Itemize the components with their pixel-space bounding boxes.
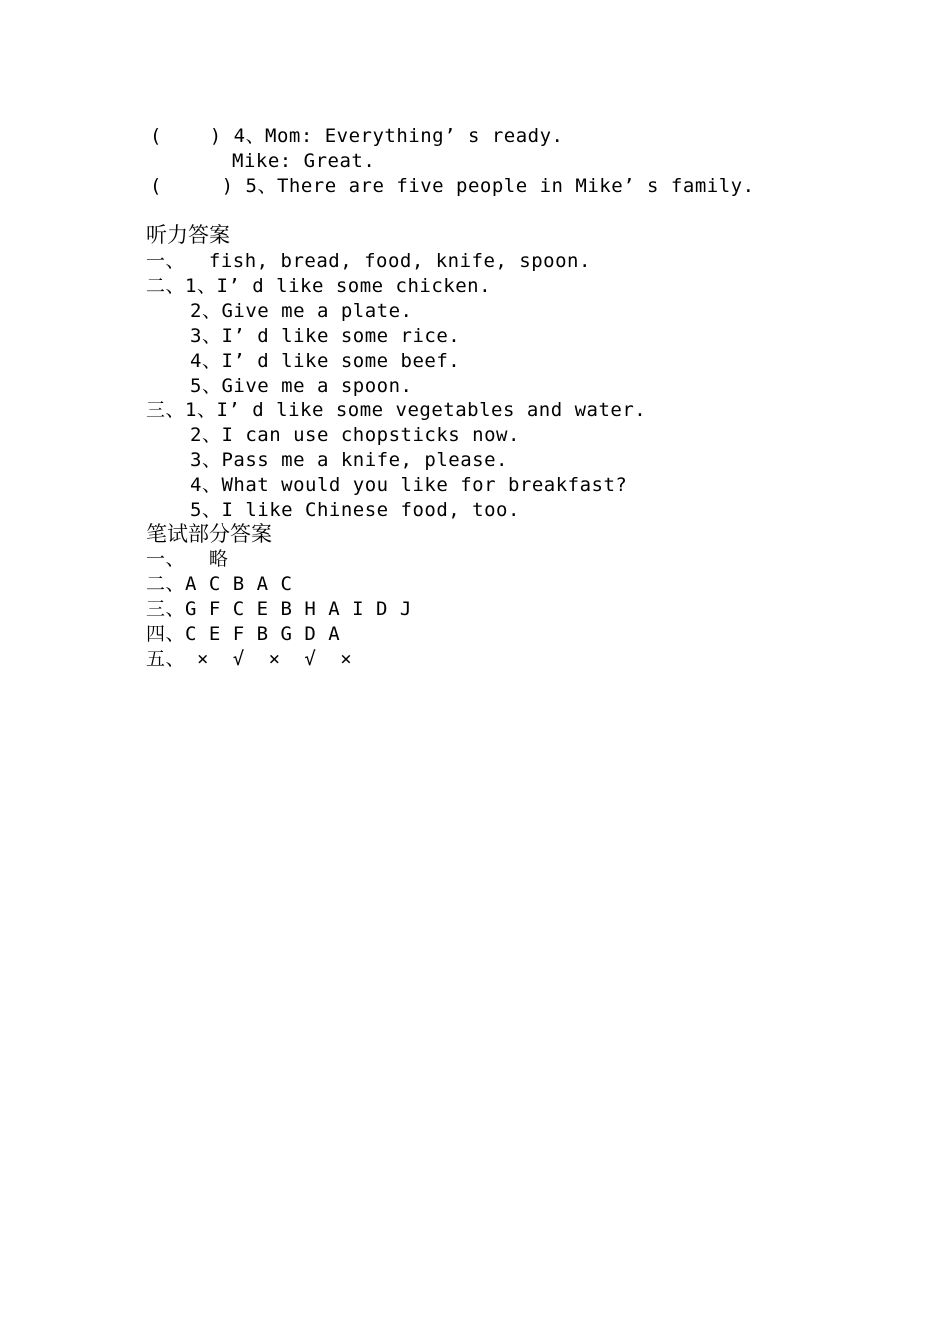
written-part-2: 二、A C B A C xyxy=(146,573,293,595)
listening-part-3-item-5: 5、I like Chinese food, too. xyxy=(190,499,520,521)
written-part-1: 一、 略 xyxy=(146,548,229,570)
written-part-4: 四、C E F B G D A xyxy=(146,623,341,645)
question-4-line-1: ( ) 4、Mom: Everything’ s ready. xyxy=(150,125,564,147)
question-5-line: ( ) 5、There are five people in Mike’ s family. xyxy=(150,175,755,197)
listening-part-2-item-2: 2、Give me a plate. xyxy=(190,300,413,322)
listening-part-3-item-4: 4、What would you like for breakfast? xyxy=(190,474,628,496)
listening-part-3-item-3: 3、Pass me a knife, please. xyxy=(190,449,508,471)
listening-part-3-item-2: 2、I can use chopsticks now. xyxy=(190,424,520,446)
listening-part-2-item-5: 5、Give me a spoon. xyxy=(190,375,413,397)
written-part-3: 三、G F C E B H A I D J xyxy=(146,598,412,620)
listening-part-2-item-3: 3、I’ d like some rice. xyxy=(190,325,461,347)
listening-answers-title: 听力答案 xyxy=(146,223,230,247)
listening-part-3-item-1: 三、1、I’ d like some vegetables and water. xyxy=(146,399,647,421)
question-4-line-2: Mike: Great. xyxy=(232,150,376,172)
listening-part-2-item-4: 4、I’ d like some beef. xyxy=(190,350,461,372)
written-answers-title: 笔试部分答案 xyxy=(146,522,272,546)
listening-part-1: 一、 fish, bread, food, knife, spoon. xyxy=(146,250,591,272)
listening-part-2-item-1: 二、1、I’ d like some chicken. xyxy=(146,275,492,297)
written-part-5: 五、 × √ × √ × xyxy=(146,648,353,670)
